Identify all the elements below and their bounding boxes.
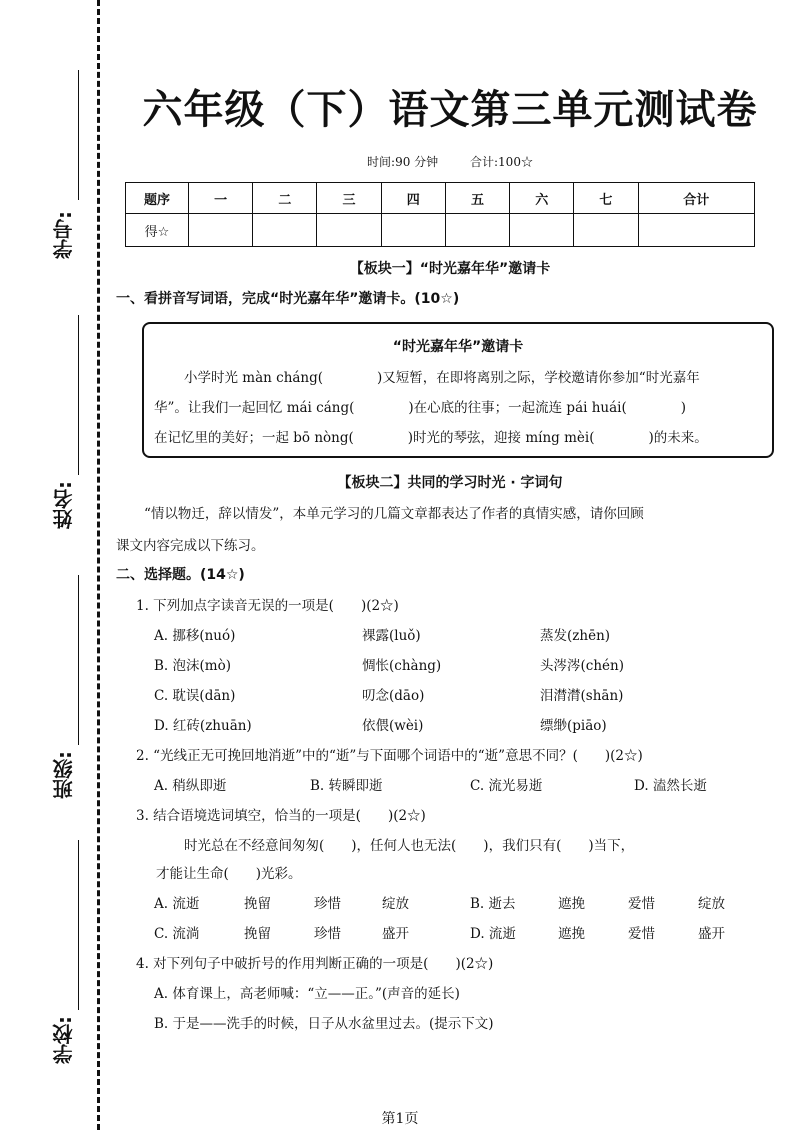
student-id-field: [44, 60, 84, 260]
score-cell[interactable]: [253, 214, 317, 247]
option-d-word: 缥缈(piāo): [540, 718, 607, 734]
option-word: 爱惜: [628, 926, 655, 942]
option-c-word: 叨念(dāo): [362, 688, 425, 704]
option-d[interactable]: D. 溘然长逝: [634, 778, 707, 794]
page-title: 六年级（下）语文第三单元测试卷: [142, 87, 758, 133]
block1-title: 【板块一】“时光嘉年华”邀请卡: [349, 261, 551, 277]
score-cell[interactable]: [574, 214, 638, 247]
score-header-cell: 六: [510, 183, 574, 214]
school-line[interactable]: [78, 840, 79, 1010]
score-header-cell: 七: [574, 183, 638, 214]
invitation-line: 华”。让我们一起回忆 mái cáng( )在心底的往事；一起流连 pái huái( ): [154, 400, 687, 416]
option-word: 珍惜: [314, 896, 341, 912]
score-table: [125, 182, 755, 247]
name-field: [44, 305, 84, 535]
score-header-cell: 五: [445, 183, 509, 214]
student-id-line[interactable]: [78, 70, 79, 200]
block2-title: 【板块二】共同的学习时光 · 字词句: [337, 475, 563, 491]
option-a[interactable]: A. 体育课上，高老师喊：“立——正。”(声音的延长): [154, 986, 460, 1002]
option-c[interactable]: C. 流淌: [154, 926, 200, 942]
option-b[interactable]: B. 逝去: [470, 896, 516, 912]
option-a[interactable]: A. 稍纵即逝: [154, 778, 227, 794]
binding-dash-line: [97, 0, 100, 1130]
block2-intro: 课文内容完成以下练习。: [116, 538, 265, 554]
invitation-line: 在记忆里的美好；一起 bō nòng( )时光的琴弦，迎接 míng mèi( )的未来。: [154, 430, 708, 446]
score-header-cell: 题序: [126, 183, 189, 214]
option-a-word: 裸露(luǒ): [362, 628, 421, 644]
option-word: 遮挽: [558, 896, 585, 912]
score-cell[interactable]: [189, 214, 253, 247]
class-label: 班级:: [52, 751, 76, 799]
option-d-word: 依偎(wèi): [362, 718, 424, 734]
block2-intro: “情以物迁，辞以情发”，本单元学习的几篇文章都表达了作者的真情实感，请你回顾: [144, 506, 644, 522]
score-header-cell: 三: [317, 183, 381, 214]
option-word: 挽留: [244, 896, 271, 912]
score-row-label: 得☆: [126, 214, 189, 247]
option-a[interactable]: A. 挪移(nuó): [154, 628, 236, 644]
option-c[interactable]: C. 耽误(dān): [154, 688, 236, 704]
question-2-heading: 二、选择题。(14☆): [116, 567, 245, 583]
page-number: 第1页: [381, 1111, 419, 1127]
name-line[interactable]: [78, 315, 79, 475]
option-d[interactable]: D. 红砖(zhuān): [154, 718, 252, 734]
total-score: 合计:100☆: [470, 155, 533, 169]
score-header-cell: 二: [253, 183, 317, 214]
sub-question-4-stem: 4. 对下列句子中破折号的作用判断正确的一项是( )(2☆): [136, 956, 494, 972]
sub-question-3-stem: 3. 结合语境选词填空，恰当的一项是( )(2☆): [136, 808, 426, 824]
option-word: 盛开: [382, 926, 409, 942]
option-word: 爱惜: [628, 896, 655, 912]
invitation-card: [142, 322, 774, 458]
score-cell[interactable]: [445, 214, 509, 247]
option-word: 珍惜: [314, 926, 341, 942]
option-b-word: 惆怅(chàng): [362, 658, 442, 674]
score-cell[interactable]: [638, 214, 754, 247]
option-word: 绽放: [382, 896, 409, 912]
question-1-heading: 一、看拼音写词语，完成“时光嘉年华”邀请卡。(10☆): [116, 291, 460, 307]
sub-question-3-text: 才能让生命( )光彩。: [156, 866, 302, 882]
exam-meta: [110, 153, 790, 170]
sub-question-1-stem: 1. 下列加点字读音无误的一项是( )(2☆): [136, 598, 399, 614]
option-b[interactable]: B. 转瞬即逝: [310, 778, 383, 794]
class-field: [44, 570, 84, 805]
score-cell[interactable]: [317, 214, 381, 247]
option-word: 绽放: [698, 896, 725, 912]
time-limit: 时间:90 分钟: [367, 155, 439, 169]
option-b[interactable]: B. 于是——洗手的时候，日子从水盆里过去。(提示下文): [154, 1016, 494, 1032]
invitation-line: 小学时光 màn cháng( )又短暂，在即将离别之际，学校邀请你参加“时光嘉年: [184, 370, 700, 386]
option-word: 遮挽: [558, 926, 585, 942]
option-a-word: 蒸发(zhēn): [540, 628, 611, 644]
invitation-card-title: “时光嘉年华”邀请卡: [392, 339, 524, 355]
score-table-header: [126, 183, 755, 214]
score-table-row: [126, 214, 755, 247]
school-field: [44, 835, 84, 1070]
option-word: 挽留: [244, 926, 271, 942]
option-b[interactable]: B. 泡沫(mò): [154, 658, 231, 674]
school-label: 学校:: [52, 1016, 76, 1064]
option-d[interactable]: D. 流逝: [470, 926, 516, 942]
option-b-word: 头涔涔(chén): [540, 658, 624, 674]
score-header-cell: 四: [381, 183, 445, 214]
class-line[interactable]: [78, 575, 79, 745]
score-header-cell: 一: [189, 183, 253, 214]
score-cell[interactable]: [381, 214, 445, 247]
option-a[interactable]: A. 流逝: [154, 896, 200, 912]
sub-question-2-stem: 2. “光线正无可挽回地消逝”中的“逝”与下面哪个词语中的“逝”意思不同？( )(2☆): [136, 748, 643, 764]
option-c-word: 泪潸潸(shān): [540, 688, 624, 704]
score-header-cell: 合计: [638, 183, 754, 214]
name-label: 姓名:: [52, 481, 76, 529]
option-word: 盛开: [698, 926, 725, 942]
student-id-label: 学号:: [52, 211, 76, 259]
sub-question-3-text: 时光总在不经意间匆匆( )，任何人也无法( )，我们只有( )当下，: [184, 838, 635, 854]
score-cell[interactable]: [510, 214, 574, 247]
option-c[interactable]: C. 流光易逝: [470, 778, 543, 794]
